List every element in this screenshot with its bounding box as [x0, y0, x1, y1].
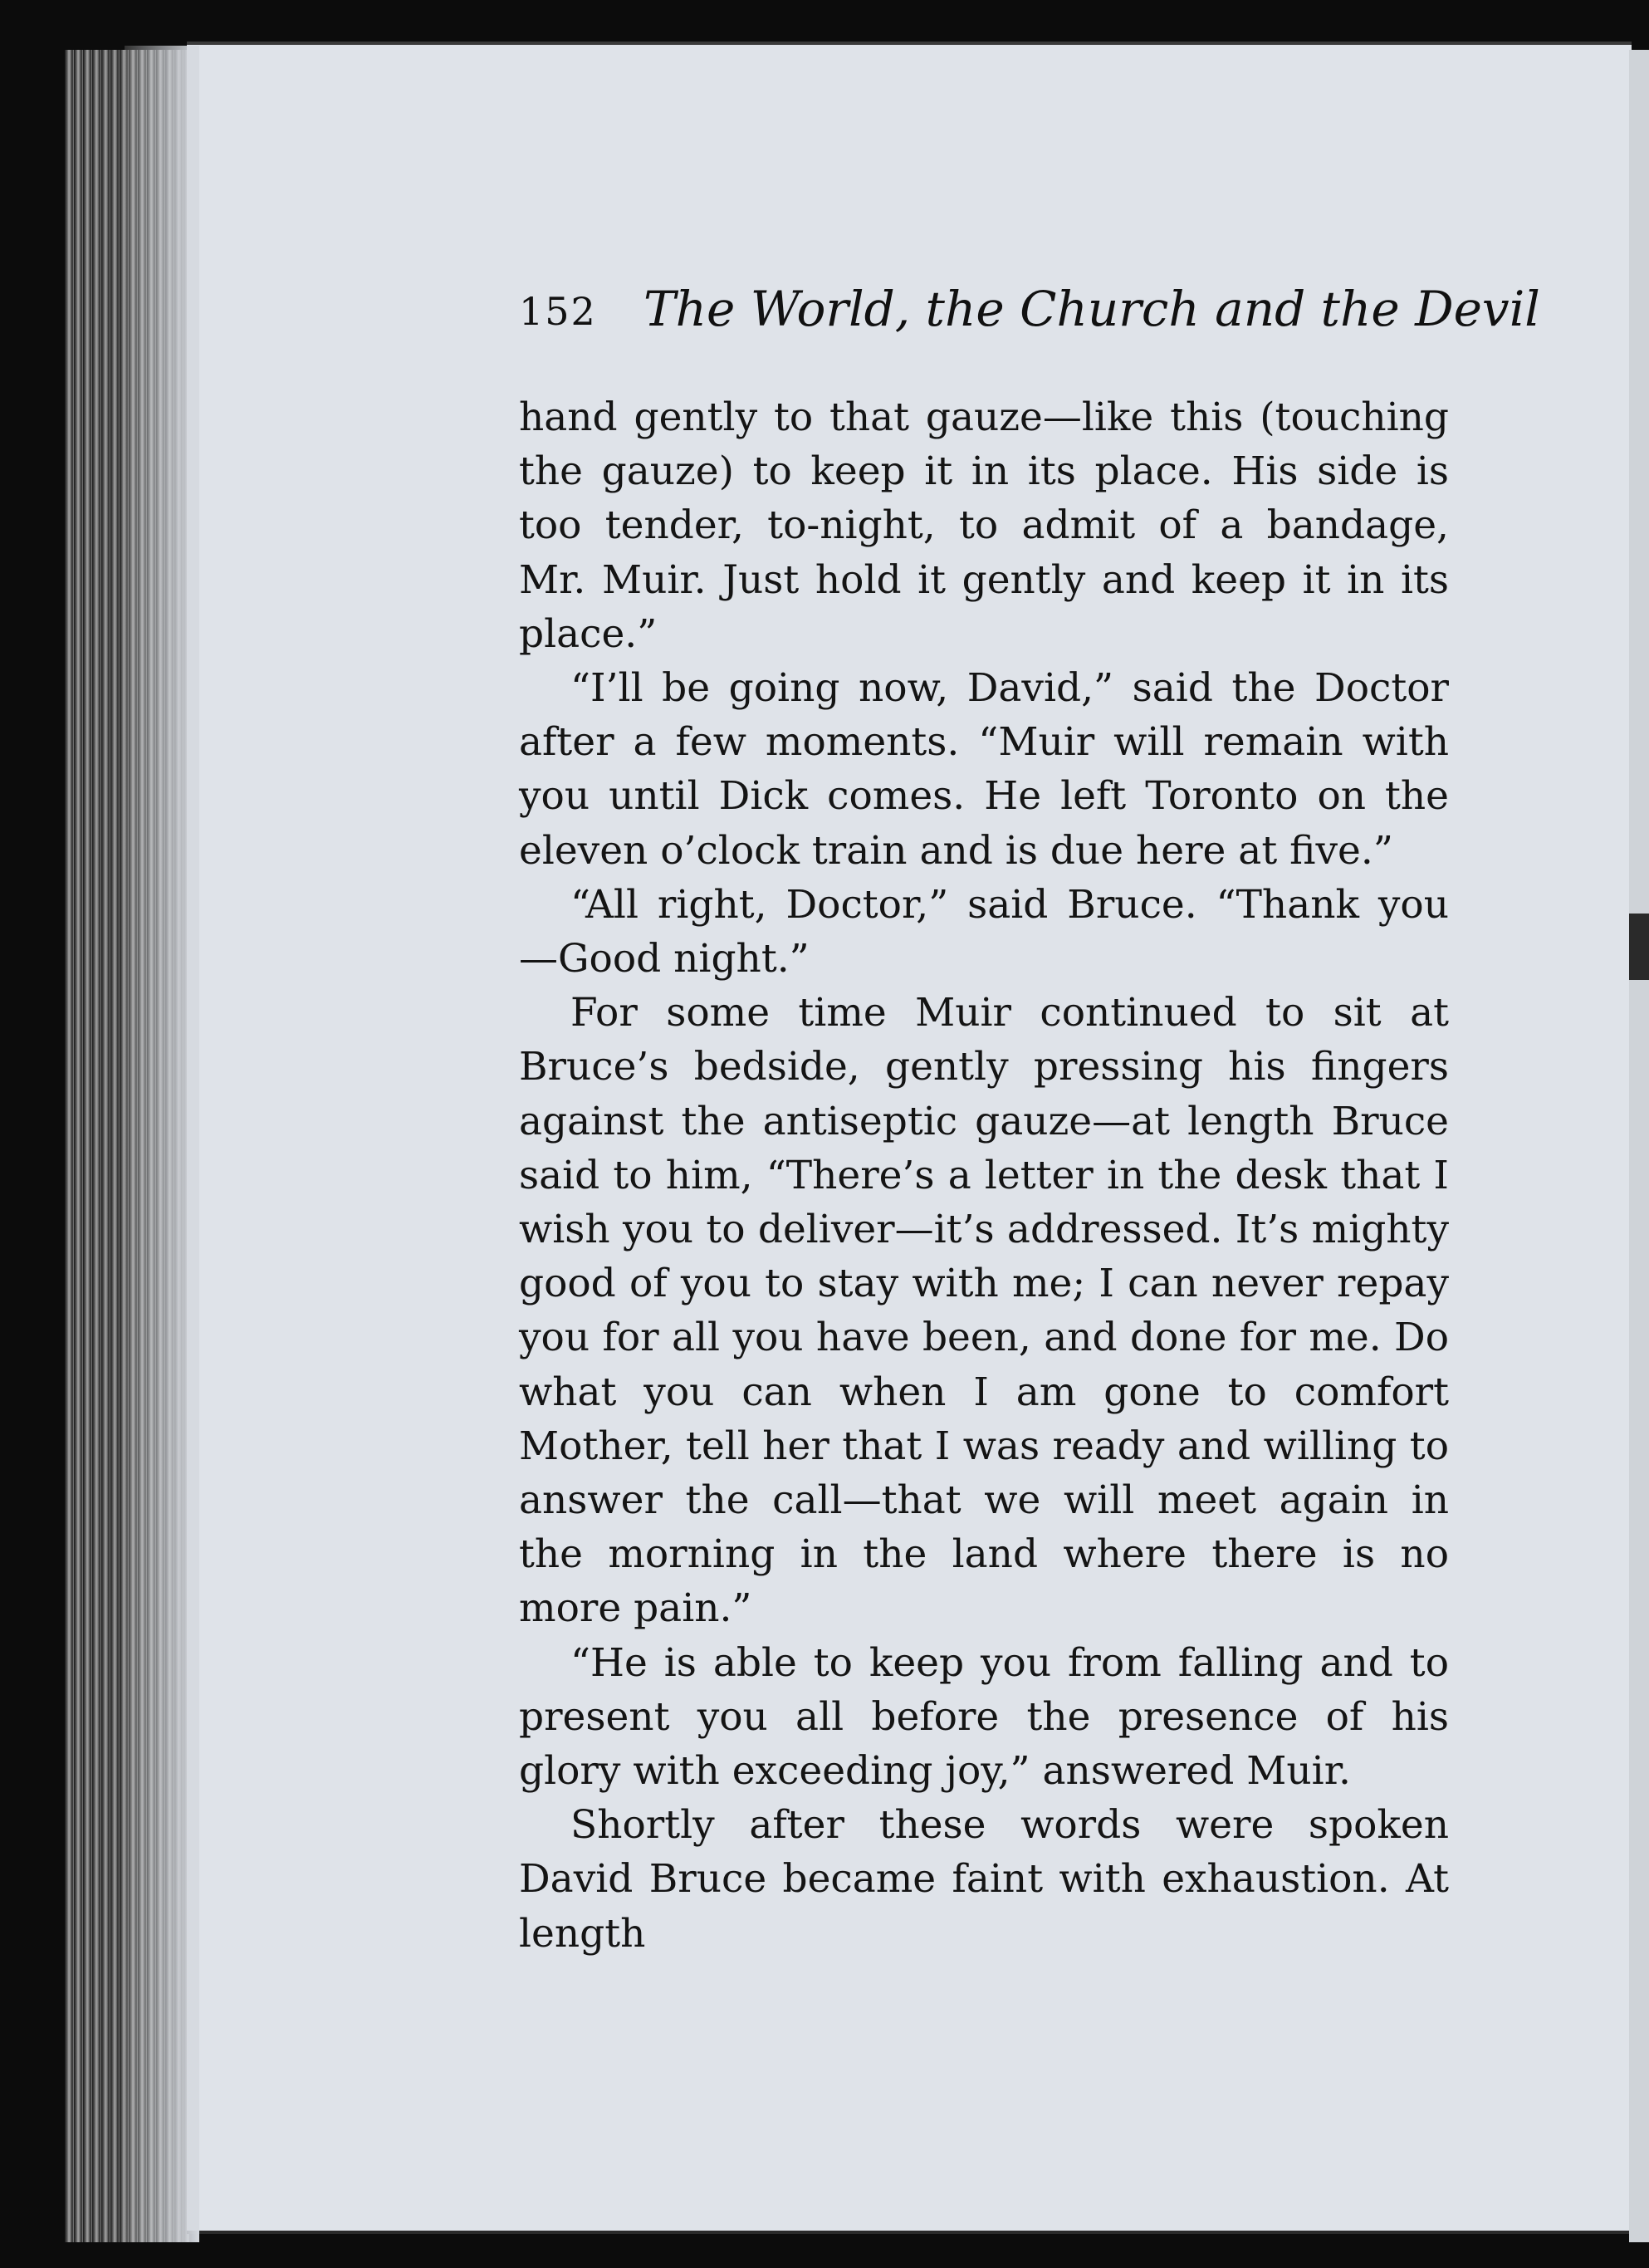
running-header: [519, 281, 1540, 355]
paragraph-2: “I’ll be going now, David,” said the Doctor after a few moments. “Muir will remain with you until Dick comes. He left Toronto on the eleven o’clock train and is due here at five.”: [519, 665, 1449, 874]
page-edge-mark: [1629, 914, 1649, 980]
page-gutter-shadow: [125, 46, 199, 2242]
page-number: 152: [519, 289, 597, 334]
body-text: [519, 390, 1449, 1961]
page-edge-right: [1629, 50, 1649, 2242]
paragraph-1: hand gently to that gauze—like this (touching the gauze) to keep it in its place. His side is too tender, to-night, to admit of a bandage, Mr. Muir. Just hold it gently and keep it in its place.”: [519, 394, 1449, 657]
paragraph-4: For some time Muir continued to sit at Bruce’s bedside, gently pressing his fingers against the antiseptic gauze—at length Bruce said to him, “There’s a letter in the desk that I wish you to deliver—it’s addressed. It’s mighty good of you to stay with me; I can never repay you for all you have been, and done for me. Do what you can when I am gone to comfort Mother, tell her that I was ready and willing to answer the call—that we will meet again in the morning in the land where there is no more pain.”: [519, 990, 1449, 1632]
paragraph-6: Shortly after these words were spoken David Bruce became faint with exhaustion. At length: [519, 1802, 1449, 1957]
paragraph-3: “All right, Doctor,” said Bruce. “Thank you —Good night.”: [519, 881, 1449, 982]
paragraph-5: “He is able to keep you from falling and to present you all before the presence of his glory with exceeding joy,” answered Muir.: [519, 1639, 1449, 1795]
running-title: The World, the Church and the Devil: [643, 281, 1540, 337]
